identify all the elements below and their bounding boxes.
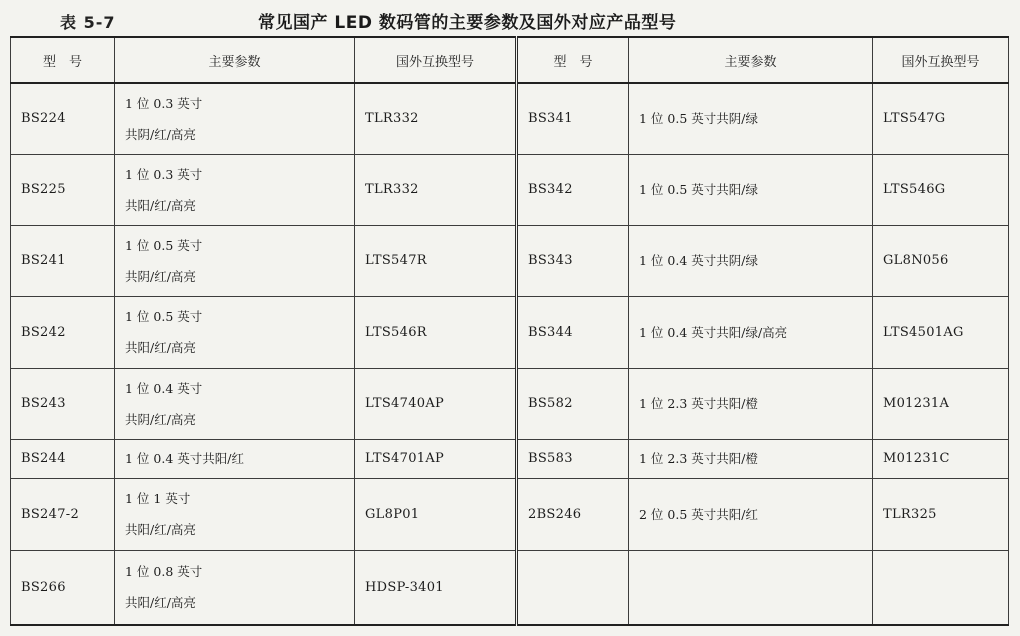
intl-model-cell: TLR325	[873, 478, 1009, 550]
params-cell: 1 位 0.5 英寸共阳/绿	[629, 154, 873, 225]
params-line: 1 位 1 英寸	[125, 491, 191, 506]
params-line: 共阴/红/高亮	[125, 126, 196, 142]
table-row	[11, 368, 1009, 439]
table-row	[11, 225, 1009, 296]
params-line: 共阳/红/高亮	[125, 340, 196, 355]
params-cell: 1 位 2.3 英寸共阳/橙	[629, 439, 873, 478]
params-cell: 1 位 0.5 英寸共阴/绿	[629, 83, 873, 154]
model-cell	[517, 550, 629, 625]
params-line: 共阳/红/高亮	[125, 595, 196, 611]
params-cell	[115, 368, 355, 439]
params-line: 1 位 0.5 英寸	[125, 309, 203, 324]
table-caption: 表 5-7	[60, 13, 116, 32]
intl-model-cell: GL8P01	[355, 478, 517, 550]
intl-model-cell: LTS546G	[873, 154, 1009, 225]
params-line: 共阴/红/高亮	[125, 411, 196, 427]
params-cell: 2 位 0.5 英寸共阳/红	[629, 478, 873, 550]
params-cell: 1 位 0.4 英寸共阴/绿	[629, 225, 873, 296]
params-cell	[115, 83, 355, 154]
model-cell: BS247-2	[11, 478, 115, 550]
model-cell: BS243	[11, 368, 115, 439]
header-params-right: 主要参数	[629, 37, 873, 83]
intl-model-cell: LTS547G	[873, 83, 1009, 154]
model-cell: BS344	[517, 296, 629, 368]
header-intl-left: 国外互换型号	[355, 37, 517, 83]
params-cell	[115, 550, 355, 625]
header-model-right: 型 号	[517, 37, 629, 83]
table-row	[11, 550, 1009, 625]
table-header-row	[11, 37, 1009, 83]
intl-model-cell: M01231C	[873, 439, 1009, 478]
params-cell	[629, 550, 873, 625]
table-row	[11, 296, 1009, 368]
params-line: 1 位 0.4 英寸	[125, 380, 203, 396]
intl-model-cell: HDSP-3401	[355, 550, 517, 625]
header-params-left: 主要参数	[115, 37, 355, 83]
header-model-left: 型 号	[11, 37, 115, 83]
table-row	[11, 478, 1009, 550]
model-cell: 2BS246	[517, 478, 629, 550]
intl-model-cell: GL8N056	[873, 225, 1009, 296]
model-cell: BS342	[517, 154, 629, 225]
model-cell: BS343	[517, 225, 629, 296]
model-cell: BS582	[517, 368, 629, 439]
params-line: 共阳/红/高亮	[125, 522, 196, 537]
params-line: 1 位 0.3 英寸	[125, 166, 203, 182]
led-parameter-table	[10, 36, 1009, 626]
params-cell	[115, 225, 355, 296]
model-cell: BS266	[11, 550, 115, 625]
intl-model-cell: M01231A	[873, 368, 1009, 439]
intl-model-cell: LTS4701AP	[355, 439, 517, 478]
params-line: 1 位 0.4 英寸共阳/红	[125, 451, 244, 466]
model-cell: BS225	[11, 154, 115, 225]
model-cell: BS341	[517, 83, 629, 154]
intl-model-cell: TLR332	[355, 154, 517, 225]
params-cell	[115, 296, 355, 368]
params-line: 1 位 0.3 英寸	[125, 95, 203, 111]
params-line: 1 位 0.5 英寸	[125, 237, 203, 253]
intl-model-cell	[873, 550, 1009, 625]
table-row	[11, 439, 1009, 478]
intl-model-cell: LTS4740AP	[355, 368, 517, 439]
params-line: 共阴/红/高亮	[125, 268, 196, 284]
model-cell: BS242	[11, 296, 115, 368]
model-cell: BS224	[11, 83, 115, 154]
intl-model-cell: LTS4501AG	[873, 296, 1009, 368]
params-cell: 1 位 2.3 英寸共阳/橙	[629, 368, 873, 439]
params-cell: 1 位 0.4 英寸共阳/绿/高亮	[629, 296, 873, 368]
header-intl-right: 国外互换型号	[873, 37, 1009, 83]
params-line: 1 位 0.8 英寸	[125, 564, 203, 580]
table-row	[11, 154, 1009, 225]
params-cell	[115, 478, 355, 550]
model-cell: BS583	[517, 439, 629, 478]
params-cell	[115, 439, 355, 478]
params-line: 共阳/红/高亮	[125, 197, 196, 213]
intl-model-cell: LTS546R	[355, 296, 517, 368]
table-row	[11, 83, 1009, 154]
model-cell: BS241	[11, 225, 115, 296]
params-cell	[115, 154, 355, 225]
table-title: 常见国产 LED 数码管的主要参数及国外对应产品型号	[258, 13, 677, 33]
intl-model-cell: TLR332	[355, 83, 517, 154]
model-cell: BS244	[11, 439, 115, 478]
intl-model-cell: LTS547R	[355, 225, 517, 296]
